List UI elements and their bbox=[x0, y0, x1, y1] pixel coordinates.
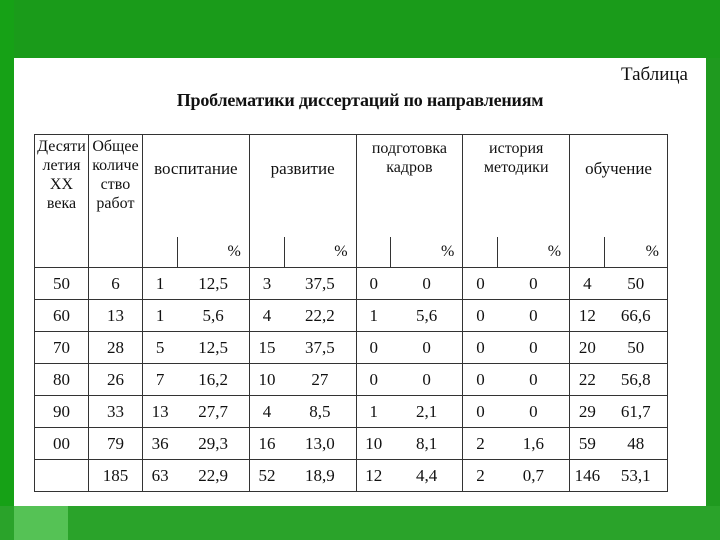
table-row bbox=[35, 428, 668, 460]
table-cell: 1 bbox=[356, 300, 391, 332]
table-row bbox=[35, 332, 668, 364]
table-cell: 50 bbox=[605, 332, 668, 364]
header-total-line: Общее bbox=[92, 138, 139, 155]
table-cell: 0 bbox=[356, 364, 391, 396]
table-cell: 1 bbox=[142, 300, 177, 332]
table-cell: 37,5 bbox=[284, 268, 356, 300]
table-cell: 10 bbox=[356, 428, 391, 460]
table-cell: 10 bbox=[249, 364, 284, 396]
header-category-label: кадров bbox=[386, 159, 433, 176]
table-cell: 22,9 bbox=[177, 460, 249, 492]
header-category-label: обучение bbox=[585, 159, 652, 178]
table-cell: 0 bbox=[463, 332, 498, 364]
table-cell: 4 bbox=[249, 300, 284, 332]
percent-sign: % bbox=[177, 237, 249, 268]
table-cell: 0,7 bbox=[498, 460, 570, 492]
table-cell: 8,5 bbox=[284, 396, 356, 428]
header-category-label: воспитание bbox=[154, 159, 238, 178]
dissertation-table bbox=[34, 134, 668, 492]
percent-sign: % bbox=[391, 237, 463, 268]
table-cell: 28 bbox=[88, 332, 142, 364]
table-cell: 7 bbox=[142, 364, 177, 396]
table-cell: 13 bbox=[88, 300, 142, 332]
percent-blank bbox=[142, 237, 177, 268]
table-cell: 61,7 bbox=[605, 396, 668, 428]
header-method-history bbox=[463, 135, 570, 238]
table-cell: 12 bbox=[570, 300, 605, 332]
table-cell: 4 bbox=[570, 268, 605, 300]
table-cell: 0 bbox=[463, 364, 498, 396]
table-cell: 0 bbox=[463, 396, 498, 428]
table-cell: 3 bbox=[249, 268, 284, 300]
table-cell: 5,6 bbox=[177, 300, 249, 332]
background-left-stripe bbox=[0, 0, 14, 540]
header-decades bbox=[35, 135, 89, 268]
table-body bbox=[35, 268, 668, 492]
background-corner bbox=[14, 506, 68, 540]
percent-sign: % bbox=[284, 237, 356, 268]
table-cell: 18,9 bbox=[284, 460, 356, 492]
table-cell: 70 bbox=[35, 332, 89, 364]
table-cell: 80 bbox=[35, 364, 89, 396]
table-cell: 60 bbox=[35, 300, 89, 332]
header-category-label: история bbox=[489, 140, 544, 157]
header-total-works bbox=[88, 135, 142, 268]
table-cell: 27,7 bbox=[177, 396, 249, 428]
table-cell: 0 bbox=[498, 268, 570, 300]
header-row bbox=[35, 135, 668, 238]
header-teaching bbox=[570, 135, 668, 238]
table-cell: 12,5 bbox=[177, 268, 249, 300]
header-decades-line: XX bbox=[49, 176, 74, 193]
header-decades-line: летия bbox=[42, 157, 81, 174]
page-title: Проблематики диссертаций по направлениям bbox=[176, 90, 544, 110]
percent-sign: % bbox=[498, 237, 570, 268]
table-cell: 2,1 bbox=[391, 396, 463, 428]
table-cell: 2 bbox=[463, 428, 498, 460]
table-cell: 6 bbox=[88, 268, 142, 300]
header-decades-line: Десяти bbox=[37, 138, 86, 155]
header-development bbox=[249, 135, 356, 238]
table-cell: 27 bbox=[284, 364, 356, 396]
table-cell: 29,3 bbox=[177, 428, 249, 460]
percent-blank bbox=[356, 237, 391, 268]
table-cell: 4 bbox=[249, 396, 284, 428]
table-cell: 66,6 bbox=[605, 300, 668, 332]
header-decades-line: века bbox=[46, 195, 77, 212]
table-cell: 50 bbox=[35, 268, 89, 300]
percent-sign: % bbox=[605, 237, 668, 268]
table-cell: 1 bbox=[142, 268, 177, 300]
table-cell: 13 bbox=[142, 396, 177, 428]
percent-blank bbox=[249, 237, 284, 268]
background-bottom bbox=[0, 506, 720, 540]
table-cell: 13,0 bbox=[284, 428, 356, 460]
header-staff-training bbox=[356, 135, 463, 238]
table-cell: 0 bbox=[498, 364, 570, 396]
table-cell: 0 bbox=[463, 268, 498, 300]
table-cell bbox=[35, 460, 89, 492]
table-cell: 5 bbox=[142, 332, 177, 364]
table-cell: 16,2 bbox=[177, 364, 249, 396]
table-cell: 52 bbox=[249, 460, 284, 492]
table-cell: 37,5 bbox=[284, 332, 356, 364]
slide-page bbox=[14, 58, 706, 506]
table-cell: 5,6 bbox=[391, 300, 463, 332]
table-cell: 22,2 bbox=[284, 300, 356, 332]
table-row bbox=[35, 268, 668, 300]
table-cell: 15 bbox=[249, 332, 284, 364]
table-cell: 0 bbox=[356, 332, 391, 364]
table-cell: 0 bbox=[498, 396, 570, 428]
table-cell: 0 bbox=[463, 300, 498, 332]
header-total-line: работ bbox=[96, 195, 135, 212]
table-cell: 8,1 bbox=[391, 428, 463, 460]
header-total-line: ство bbox=[100, 176, 131, 193]
background-top bbox=[0, 0, 720, 58]
header-category-label: подготовка bbox=[371, 140, 448, 157]
table-row bbox=[35, 300, 668, 332]
table-cell: 79 bbox=[88, 428, 142, 460]
table-cell: 2 bbox=[463, 460, 498, 492]
table-cell: 56,8 bbox=[605, 364, 668, 396]
total-row bbox=[35, 460, 668, 492]
table-cell: 4,4 bbox=[391, 460, 463, 492]
header-upbringing bbox=[142, 135, 249, 238]
table-cell: 50 bbox=[605, 268, 668, 300]
header-category-label: развитие bbox=[270, 159, 335, 178]
percent-blank bbox=[570, 237, 605, 268]
table-cell: 59 bbox=[570, 428, 605, 460]
header-category-label: методики bbox=[483, 159, 549, 176]
table-cell: 0 bbox=[498, 332, 570, 364]
table-cell: 16 bbox=[249, 428, 284, 460]
table-cell: 0 bbox=[391, 332, 463, 364]
table-cell: 53,1 bbox=[605, 460, 668, 492]
percent-blank bbox=[463, 237, 498, 268]
table-cell: 1 bbox=[356, 396, 391, 428]
table-cell: 33 bbox=[88, 396, 142, 428]
table-cell: 48 bbox=[605, 428, 668, 460]
table-cell: 00 bbox=[35, 428, 89, 460]
table-label: Таблица bbox=[620, 64, 688, 85]
table-cell: 90 bbox=[35, 396, 89, 428]
table-cell: 12 bbox=[356, 460, 391, 492]
table-cell: 12,5 bbox=[177, 332, 249, 364]
table-cell: 146 bbox=[570, 460, 605, 492]
header-total-line: количе bbox=[92, 157, 139, 174]
table-row bbox=[35, 364, 668, 396]
table-cell: 0 bbox=[356, 268, 391, 300]
table-cell: 0 bbox=[498, 300, 570, 332]
table-cell: 29 bbox=[570, 396, 605, 428]
table-cell: 1,6 bbox=[498, 428, 570, 460]
table-cell: 63 bbox=[142, 460, 177, 492]
table-cell: 36 bbox=[142, 428, 177, 460]
table-row bbox=[35, 396, 668, 428]
table-cell: 26 bbox=[88, 364, 142, 396]
table-cell: 20 bbox=[570, 332, 605, 364]
table-cell: 185 bbox=[88, 460, 142, 492]
table-cell: 0 bbox=[391, 268, 463, 300]
table-cell: 0 bbox=[391, 364, 463, 396]
table-cell: 22 bbox=[570, 364, 605, 396]
